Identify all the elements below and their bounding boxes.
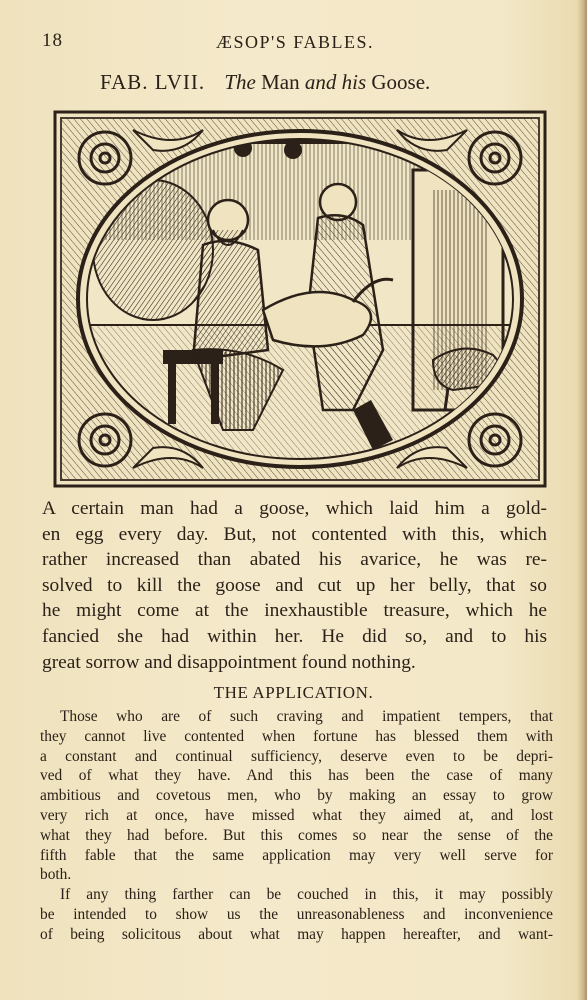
body-line: fancied she had within her. He did so, and to his: [42, 625, 547, 647]
application-line: Those who are of such craving and impatient tempers, that: [60, 708, 553, 725]
fable-heading: [100, 70, 520, 100]
running-title: ÆSOP'S FABLES.: [216, 32, 374, 52]
application-line: be intended to show us the unreasonableness and inconvenience: [40, 905, 553, 923]
application-line: If any thing farther can be couched in this, it may possibly: [60, 886, 553, 904]
fable-title-part: Goose.: [366, 70, 431, 94]
application-body: [40, 707, 553, 945]
woodcut-illustration: [53, 110, 547, 488]
application-line: both.: [40, 866, 72, 884]
body-line: rather increased than abated his avarice, he was re-: [42, 549, 547, 571]
body-line: A certain man had a goose, which laid him a gold-: [42, 498, 547, 519]
fable-paragraph: [42, 496, 547, 675]
application-line: ambitious and covetous men, who by making an essay to grow: [40, 787, 553, 805]
fable-title: [224, 70, 430, 94]
body-line: great sorrow and disappointment found nothing.: [42, 651, 416, 673]
application-line: fifth fable that the same application may very well serve for: [40, 846, 553, 864]
fable-title-part: The: [224, 70, 256, 94]
application-line: a constant and continual sufficiency, deserve even to be depri-: [40, 747, 553, 765]
fable-title-part: and his: [304, 70, 367, 94]
application-line: of being solicitous about what may happen hereafter, and want-: [40, 925, 553, 943]
fable-body: [42, 496, 547, 675]
body-line: solved to kill the goose and cut up her belly, that so: [42, 574, 547, 596]
application-line: what they had before. But this comes so near the sense of the: [40, 826, 553, 844]
body-line: he might come at the inexhaustible treasure, which he: [42, 600, 547, 622]
running-head: [42, 30, 542, 54]
application-line: ved of what they have. And this has been the case of many: [40, 767, 553, 785]
page-number: 18: [42, 30, 63, 51]
page-edge-shadow: [577, 0, 587, 1000]
body-line: en egg every day. But, not contented with this, which: [42, 523, 547, 545]
fable-number: FAB. LVII.: [100, 70, 206, 94]
application-line: they cannot live contented when fortune has blessed them with: [40, 727, 553, 745]
fable-title-part: Man: [255, 70, 305, 94]
application-heading: THE APPLICATION.: [213, 683, 374, 702]
application-line: very rich at once, have missed what they aimed at, and lost: [40, 806, 553, 824]
